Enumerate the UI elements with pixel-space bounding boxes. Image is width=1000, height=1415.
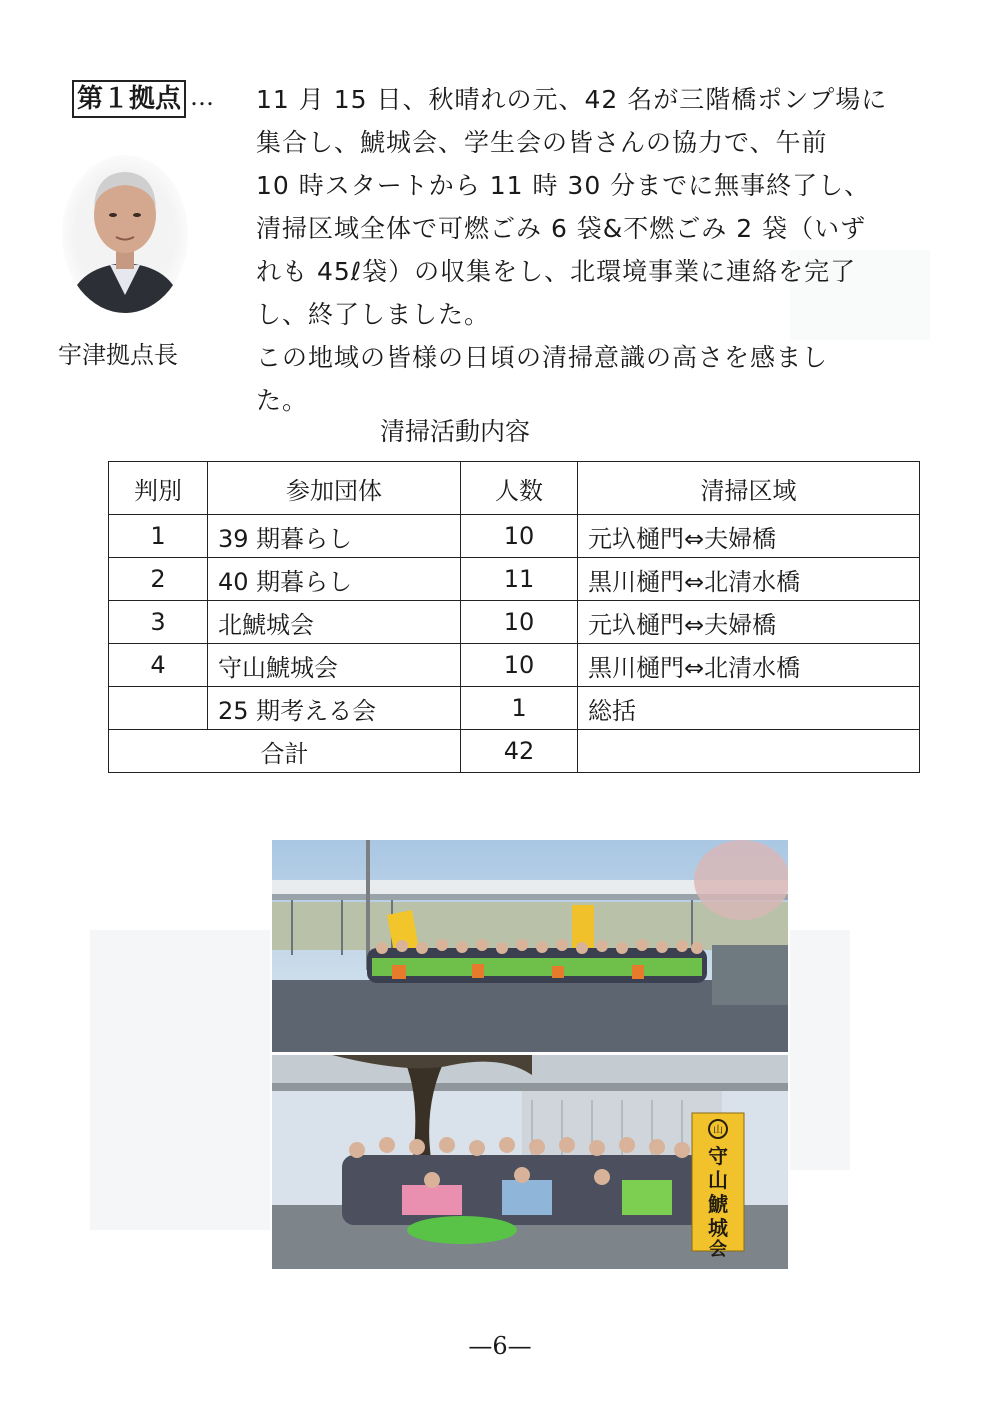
table-cell: 元圦樋門⇔夫婦橋 [578, 601, 920, 644]
table-cell: 北鯱城会 [208, 601, 461, 644]
body-line: 10 時スタートから 11 時 30 分までに無事終了し、 [256, 171, 871, 200]
total-label: 合計 [109, 730, 461, 773]
table-cell-empty [578, 730, 920, 773]
portrait-caption: 宇津拠点長 [58, 341, 178, 369]
table-row [109, 515, 920, 558]
body-line: 清掃区域全体で可燃ごみ 6 袋&不燃ごみ 2 袋（いず [256, 214, 867, 243]
svg-text:山: 山 [708, 1168, 728, 1192]
table-cell: 39 期暮らし [208, 515, 461, 558]
group-photo-pump-station [272, 840, 788, 1052]
body-line: れも 45ℓ袋）の収集をし、北環境事業に連絡を完了 [256, 257, 857, 286]
table-row [109, 558, 920, 601]
body-line: この地域の皆様の日頃の清掃意識の高さを感まし [256, 343, 829, 372]
svg-text:鯱: 鯱 [708, 1192, 728, 1216]
table-cell: 2 [109, 558, 208, 601]
scan-ghost [790, 930, 850, 1170]
cleanup-activity-table [108, 461, 920, 773]
organization-banner [692, 1113, 744, 1260]
table-cell: 守山鯱城会 [208, 644, 461, 687]
body-line: し、終了しました。 [256, 300, 491, 329]
scan-ghost [90, 930, 270, 1230]
column-header: 参加団体 [208, 462, 461, 515]
body-line: 11 月 15 日、秋晴れの元、42 名が三階橋ポンプ場に [256, 85, 888, 114]
total-value: 42 [461, 730, 578, 773]
table-row [109, 687, 920, 730]
section-ellipsis: … [190, 83, 214, 111]
table-cell: 40 期暮らし [208, 558, 461, 601]
portrait-photo [62, 155, 188, 313]
table-cell: 10 [461, 601, 578, 644]
portrait-illustration [62, 155, 188, 313]
table-row [109, 644, 920, 687]
body-paragraph [256, 78, 946, 422]
table-header-row [109, 462, 920, 515]
table-total-row [109, 730, 920, 773]
table-cell: 25 期考える会 [208, 687, 461, 730]
table-cell: 11 [461, 558, 578, 601]
column-header: 人数 [461, 462, 578, 515]
table-cell: 10 [461, 515, 578, 558]
table-cell: 10 [461, 644, 578, 687]
svg-text:山: 山 [713, 1125, 723, 1136]
column-header: 判別 [109, 462, 208, 515]
table-cell: 1 [461, 687, 578, 730]
group-photo-moriyama [272, 1055, 788, 1269]
svg-text:会: 会 [709, 1239, 727, 1260]
table-cell: 黒川樋門⇔北清水橋 [578, 644, 920, 687]
svg-text:城: 城 [708, 1216, 728, 1240]
table-row [109, 601, 920, 644]
table-cell: 総括 [578, 687, 920, 730]
table-cell: 元圦樋門⇔夫婦橋 [578, 515, 920, 558]
table-cell [109, 687, 208, 730]
table-cell: 4 [109, 644, 208, 687]
column-header: 清掃区域 [578, 462, 920, 515]
body-line: た。 [256, 386, 309, 415]
body-line: 集合し、鯱城会、学生会の皆さんの協力で、午前 [256, 128, 828, 157]
svg-text:守: 守 [708, 1144, 728, 1168]
table-title: 清掃活動内容 [380, 417, 531, 446]
page-number: —6— [468, 1332, 532, 1360]
table-cell: 1 [109, 515, 208, 558]
table-cell: 黒川樋門⇔北清水橋 [578, 558, 920, 601]
section-label: 第１拠点 [72, 80, 186, 118]
table-cell: 3 [109, 601, 208, 644]
